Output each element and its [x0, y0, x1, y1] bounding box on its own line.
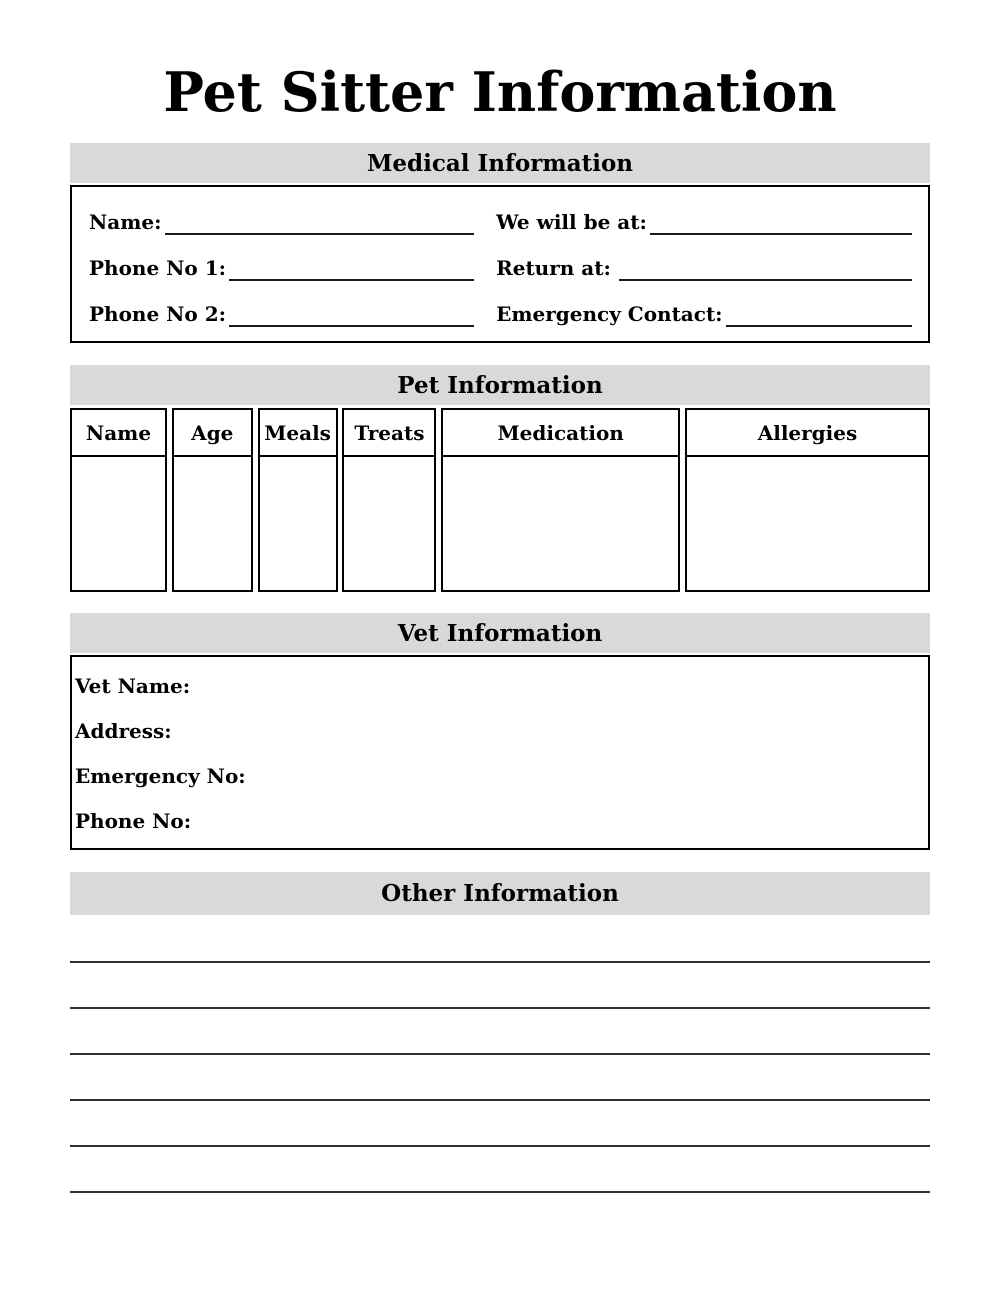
medical-section-header: Medical Information	[70, 143, 930, 183]
other-write-line-5[interactable]	[70, 1145, 930, 1147]
vet-section-header: Vet Information	[70, 613, 930, 653]
pet-table-header-name: Name	[72, 410, 165, 457]
pet-table-header-meals: Meals	[260, 410, 336, 457]
pet-table-column-name	[70, 408, 167, 592]
pet-table-cell-age[interactable]	[174, 457, 251, 590]
pet-table-cell-medication[interactable]	[443, 457, 678, 590]
pet-table-column-medication	[441, 408, 680, 592]
page-title: Pet Sitter Information	[163, 60, 837, 124]
pet-table	[70, 408, 930, 592]
pet-table-column-allergies	[685, 408, 930, 592]
phone-no-2-label: Phone No 2:	[89, 302, 227, 326]
emergency-contact-input-line[interactable]	[726, 300, 912, 327]
other-write-line-1[interactable]	[70, 961, 930, 963]
return-at-label: Return at:	[496, 256, 611, 280]
vet-address-label: Address:	[75, 719, 172, 743]
emergency-contact-label: Emergency Contact:	[496, 302, 723, 326]
phone-no-2-input-line[interactable]	[229, 300, 474, 327]
we-will-be-at-input-line[interactable]	[650, 208, 912, 235]
pet-table-header-allergies: Allergies	[687, 410, 928, 457]
other-write-line-6[interactable]	[70, 1191, 930, 1193]
pet-section-header: Pet Information	[70, 365, 930, 405]
field-emergency-contact	[496, 300, 912, 327]
pet-table-header-medication: Medication	[443, 410, 678, 457]
vet-name-label: Vet Name:	[75, 674, 191, 698]
vet-phone-no-label: Phone No:	[75, 809, 192, 833]
pet-table-column-treats	[342, 408, 436, 592]
medical-fields-grid	[89, 208, 912, 327]
return-at-input-line[interactable]	[619, 254, 912, 281]
field-return-at	[496, 254, 912, 281]
field-name	[89, 208, 474, 235]
pet-table-header-age: Age	[174, 410, 251, 457]
field-we-will-be-at	[496, 208, 912, 235]
name-input-line[interactable]	[165, 208, 475, 235]
other-write-line-3[interactable]	[70, 1053, 930, 1055]
vet-emergency-no-label: Emergency No:	[75, 764, 246, 788]
pet-table-header-treats: Treats	[344, 410, 434, 457]
pet-table-cell-name[interactable]	[72, 457, 165, 590]
pet-table-column-meals	[258, 408, 338, 592]
we-will-be-at-label: We will be at:	[496, 210, 647, 234]
other-write-line-4[interactable]	[70, 1099, 930, 1101]
other-write-line-2[interactable]	[70, 1007, 930, 1009]
pet-table-cell-allergies[interactable]	[687, 457, 928, 590]
field-phone-no-2	[89, 300, 474, 327]
pet-table-cell-treats[interactable]	[344, 457, 434, 590]
pet-table-column-age	[172, 408, 253, 592]
phone-no-1-label: Phone No 1:	[89, 256, 227, 280]
medical-panel	[70, 185, 930, 343]
phone-no-1-input-line[interactable]	[229, 254, 474, 281]
field-phone-no-1	[89, 254, 474, 281]
other-section-header: Other Information	[70, 872, 930, 915]
name-label: Name:	[89, 210, 162, 234]
vet-panel[interactable]	[70, 655, 930, 850]
pet-table-cell-meals[interactable]	[260, 457, 336, 590]
